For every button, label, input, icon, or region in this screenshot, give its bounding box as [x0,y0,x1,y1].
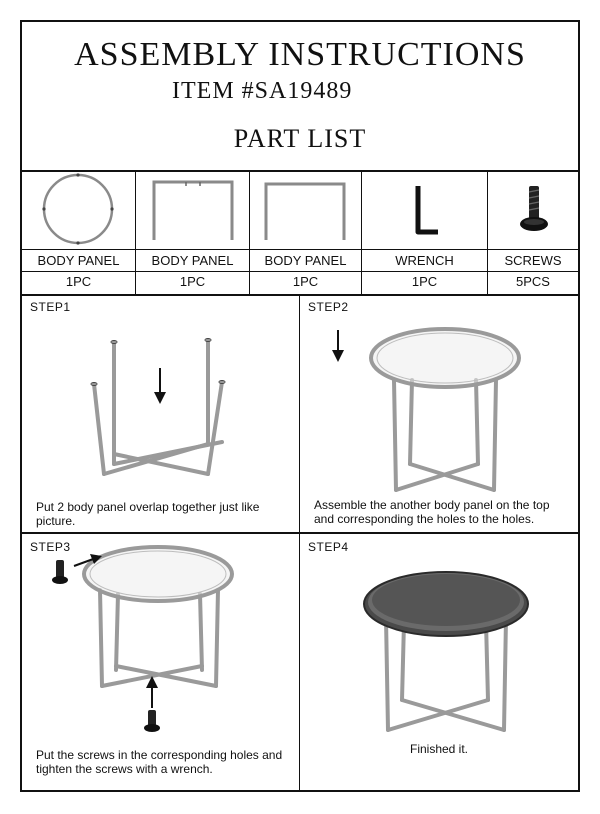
part-qty: 1PC [292,274,319,289]
step-caption: Put 2 body panel overlap together just like picture. [36,500,260,528]
part-name: BODY PANEL [250,250,361,272]
part-qty: 1PC [65,274,92,289]
part-cell [22,170,136,294]
step-label: STEP3 [30,540,71,554]
step-panel [22,534,300,790]
screw-icon [488,170,578,248]
part-name: SCREWS [488,250,578,272]
step4-illustration [300,534,576,744]
part-qty: 1PC [179,274,206,289]
steps-grid [22,294,578,790]
part-name: WRENCH [362,250,487,272]
step-caption: Assemble the another body panel on the top and corresponding the holes to the holes. [314,498,550,526]
step-panel [22,294,300,534]
step1-illustration [22,294,298,494]
instruction-sheet [20,20,580,792]
part-name: BODY PANEL [22,250,135,272]
part-cell [362,170,488,294]
allen-wrench-icon [362,170,486,248]
step-label: STEP2 [308,300,349,314]
part-image [136,170,249,250]
part-image [362,170,487,250]
ring-icon [22,170,134,248]
part-name: BODY PANEL [136,250,249,272]
part-list-title: PART LIST [233,124,367,153]
part-cell [250,170,362,294]
part-cell [488,170,578,294]
item-number: ITEM #SA19489 [172,78,353,104]
part-qty: 5PCS [516,274,550,289]
part-cell [136,170,250,294]
part-list-table [22,170,578,296]
step2-illustration [300,294,576,494]
step3-illustration [22,534,298,744]
part-image [22,170,135,250]
screw-icon [52,560,68,584]
step-panel [300,534,578,790]
screw-icon [144,710,160,732]
part-image [250,170,361,250]
page-title: ASSEMBLY INSTRUCTIONS [74,36,526,73]
step-caption: Put the screws in the corresponding holes and tighten the screws with a wrench. [36,748,283,776]
step-panel [300,294,578,534]
step-label: STEP1 [30,300,71,314]
step-caption: Finished it. [409,742,469,756]
part-image [488,170,578,250]
frame-icon [250,170,360,248]
header [22,22,578,172]
part-qty: 1PC [411,274,438,289]
step-label: STEP4 [308,540,349,554]
frame-icon [136,170,248,248]
